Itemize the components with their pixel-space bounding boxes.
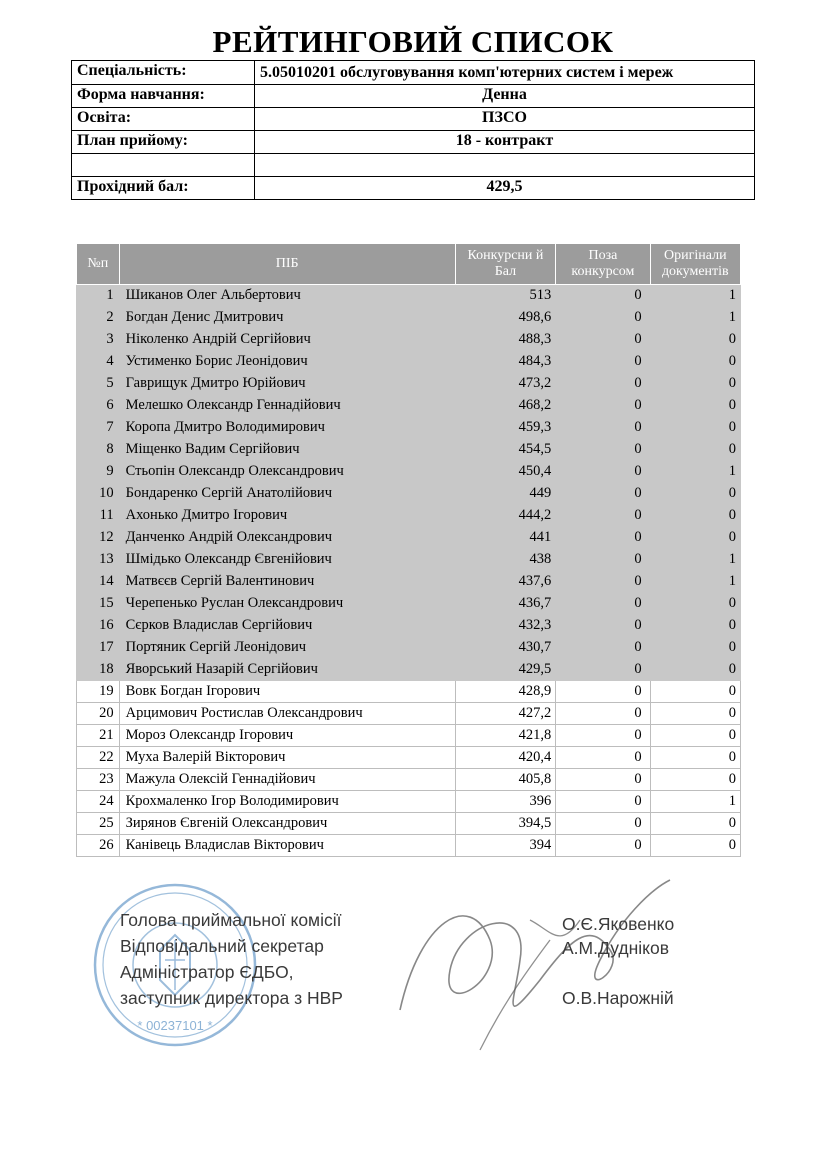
header-name: ПІБ xyxy=(119,244,455,285)
table-body xyxy=(77,285,741,857)
cell-number: 21 xyxy=(77,725,120,747)
cell-out-of-competition: 0 xyxy=(556,681,650,703)
specialty-row xyxy=(72,61,755,85)
cell-score: 473,2 xyxy=(455,373,556,395)
cell-number: 20 xyxy=(77,703,120,725)
cell-originals: 0 xyxy=(650,395,740,417)
cell-name: Зирянов Євгеній Олександрович xyxy=(119,813,455,835)
cell-originals: 0 xyxy=(650,747,740,769)
cell-name: Матвєєв Сергій Валентинович xyxy=(119,571,455,593)
signatory-role-3b: заступник директора з НВР xyxy=(120,988,343,1008)
cell-originals: 0 xyxy=(650,417,740,439)
cell-out-of-competition: 0 xyxy=(556,769,650,791)
table-row xyxy=(77,571,741,593)
header-out-of-competition: Поза конкурсом xyxy=(556,244,650,285)
table-row xyxy=(77,769,741,791)
cell-out-of-competition: 0 xyxy=(556,483,650,505)
passing-label: Прохідний бал: xyxy=(72,177,255,200)
cell-number: 13 xyxy=(77,549,120,571)
cell-originals: 1 xyxy=(650,791,740,813)
cell-name: Данченко Андрій Олександрович xyxy=(119,527,455,549)
table-row xyxy=(77,681,741,703)
cell-number: 9 xyxy=(77,461,120,483)
cell-name: Крохмаленко Ігор Володимирович xyxy=(119,791,455,813)
form-label: Форма навчання: xyxy=(72,85,255,108)
cell-out-of-competition: 0 xyxy=(556,549,650,571)
cell-out-of-competition: 0 xyxy=(556,285,650,307)
cell-name: Мажула Олексій Геннадійович xyxy=(119,769,455,791)
cell-originals: 0 xyxy=(650,593,740,615)
cell-number: 18 xyxy=(77,659,120,681)
table-row xyxy=(77,483,741,505)
table-row xyxy=(77,439,741,461)
education-row xyxy=(72,108,755,131)
cell-score: 513 xyxy=(455,285,556,307)
cell-number: 15 xyxy=(77,593,120,615)
cell-score: 484,3 xyxy=(455,351,556,373)
cell-name: Мороз Олександр Ігорович xyxy=(119,725,455,747)
cell-out-of-competition: 0 xyxy=(556,505,650,527)
cell-originals: 1 xyxy=(650,285,740,307)
cell-number: 22 xyxy=(77,747,120,769)
cell-originals: 0 xyxy=(650,813,740,835)
cell-number: 19 xyxy=(77,681,120,703)
cell-name: Стьопін Олександр Олександрович xyxy=(119,461,455,483)
table-row xyxy=(77,373,741,395)
signatory-name-1: О.Є.Яковенко xyxy=(562,914,675,934)
cell-name: Канівець Владислав Вікторович xyxy=(119,835,455,857)
table-row xyxy=(77,813,741,835)
cell-name: Портяник Сергій Леонідович xyxy=(119,637,455,659)
cell-number: 14 xyxy=(77,571,120,593)
cell-number: 12 xyxy=(77,527,120,549)
table-row xyxy=(77,307,741,329)
cell-name: Гаврищук Дмитро Юрійович xyxy=(119,373,455,395)
cell-name: Ніколенко Андрій Сергійович xyxy=(119,329,455,351)
info-table xyxy=(71,60,755,200)
header-number: №п xyxy=(77,244,120,285)
cell-name: Бондаренко Сергій Анатолійович xyxy=(119,483,455,505)
cell-name: Міщенко Вадим Сергійович xyxy=(119,439,455,461)
header-score: Конкурсни й Бал xyxy=(455,244,556,285)
cell-number: 25 xyxy=(77,813,120,835)
cell-number: 3 xyxy=(77,329,120,351)
cell-name: Черепенько Руслан Олександрович xyxy=(119,593,455,615)
cell-name: Богдан Денис Дмитрович xyxy=(119,307,455,329)
cell-originals: 0 xyxy=(650,725,740,747)
signatory-name-3: О.В.Нарожній xyxy=(562,988,674,1008)
cell-out-of-competition: 0 xyxy=(556,571,650,593)
cell-name: Шиканов Олег Альбертович xyxy=(119,285,455,307)
cell-originals: 0 xyxy=(650,615,740,637)
table-row xyxy=(77,351,741,373)
table-row xyxy=(77,835,741,857)
cell-number: 5 xyxy=(77,373,120,395)
cell-number: 23 xyxy=(77,769,120,791)
table-row xyxy=(77,527,741,549)
cell-out-of-competition: 0 xyxy=(556,637,650,659)
plan-label: План прийому: xyxy=(72,131,255,154)
table-header-row xyxy=(77,244,741,285)
cell-number: 16 xyxy=(77,615,120,637)
cell-score: 394,5 xyxy=(455,813,556,835)
table-row xyxy=(77,549,741,571)
cell-name: Арцимович Ростислав Олександрович xyxy=(119,703,455,725)
cell-originals: 0 xyxy=(650,769,740,791)
cell-score: 437,6 xyxy=(455,571,556,593)
cell-score: 405,8 xyxy=(455,769,556,791)
cell-name: Сєрков Владислав Сергійович xyxy=(119,615,455,637)
cell-originals: 0 xyxy=(650,439,740,461)
signatory-role-1: Голова приймальної комісії xyxy=(120,910,342,930)
cell-name: Ахонько Дмитро Ігорович xyxy=(119,505,455,527)
table-row xyxy=(77,703,741,725)
cell-out-of-competition: 0 xyxy=(556,527,650,549)
table-row xyxy=(77,285,741,307)
cell-out-of-competition: 0 xyxy=(556,307,650,329)
cell-score: 394 xyxy=(455,835,556,857)
cell-out-of-competition: 0 xyxy=(556,659,650,681)
cell-score: 420,4 xyxy=(455,747,556,769)
header-originals: Оригінали документів xyxy=(650,244,740,285)
education-value: ПЗСО xyxy=(255,108,755,131)
cell-out-of-competition: 0 xyxy=(556,703,650,725)
rating-table xyxy=(76,243,741,857)
cell-originals: 0 xyxy=(650,351,740,373)
cell-score: 396 xyxy=(455,791,556,813)
table-row xyxy=(77,637,741,659)
cell-number: 8 xyxy=(77,439,120,461)
table-row xyxy=(77,593,741,615)
cell-score: 427,2 xyxy=(455,703,556,725)
form-row xyxy=(72,85,755,108)
cell-score: 432,3 xyxy=(455,615,556,637)
cell-originals: 1 xyxy=(650,549,740,571)
cell-name: Устименко Борис Леонідович xyxy=(119,351,455,373)
table-row xyxy=(77,417,741,439)
table-row xyxy=(77,395,741,417)
signatory-role-2: Відповідальний секретар xyxy=(120,936,324,956)
empty-label xyxy=(72,154,255,177)
cell-originals: 1 xyxy=(650,461,740,483)
cell-out-of-competition: 0 xyxy=(556,747,650,769)
cell-score: 488,3 xyxy=(455,329,556,351)
cell-number: 7 xyxy=(77,417,120,439)
plan-row xyxy=(72,131,755,154)
cell-score: 449 xyxy=(455,483,556,505)
table-row xyxy=(77,747,741,769)
cell-number: 2 xyxy=(77,307,120,329)
signatory-role-3a: Адміністратор ЄДБО, xyxy=(120,962,294,982)
cell-originals: 0 xyxy=(650,703,740,725)
cell-number: 26 xyxy=(77,835,120,857)
cell-originals: 0 xyxy=(650,681,740,703)
cell-out-of-competition: 0 xyxy=(556,835,650,857)
cell-out-of-competition: 0 xyxy=(556,813,650,835)
cell-number: 4 xyxy=(77,351,120,373)
cell-score: 429,5 xyxy=(455,659,556,681)
cell-out-of-competition: 0 xyxy=(556,373,650,395)
cell-score: 436,7 xyxy=(455,593,556,615)
cell-name: Шмідько Олександр Євгенійович xyxy=(119,549,455,571)
empty-row xyxy=(72,154,755,177)
cell-score: 468,2 xyxy=(455,395,556,417)
cell-score: 421,8 xyxy=(455,725,556,747)
plan-value: 18 - контракт xyxy=(255,131,755,154)
cell-out-of-competition: 0 xyxy=(556,417,650,439)
handwritten-signature xyxy=(380,860,680,1070)
table-row xyxy=(77,461,741,483)
cell-score: 428,9 xyxy=(455,681,556,703)
cell-number: 24 xyxy=(77,791,120,813)
cell-number: 1 xyxy=(77,285,120,307)
cell-number: 6 xyxy=(77,395,120,417)
passing-value: 429,5 xyxy=(255,177,755,200)
cell-out-of-competition: 0 xyxy=(556,439,650,461)
specialty-value: 5.05010201 обслуговування комп'ютерних систем і мереж xyxy=(255,61,755,85)
cell-name: Муха Валерій Вікторович xyxy=(119,747,455,769)
cell-originals: 1 xyxy=(650,571,740,593)
form-value: Денна xyxy=(255,85,755,108)
table-row xyxy=(77,505,741,527)
table-row xyxy=(77,659,741,681)
signatory-name-2: А.М.Дудніков xyxy=(562,938,670,958)
cell-originals: 1 xyxy=(650,307,740,329)
cell-originals: 0 xyxy=(650,329,740,351)
cell-out-of-competition: 0 xyxy=(556,329,650,351)
cell-originals: 0 xyxy=(650,505,740,527)
cell-score: 459,3 xyxy=(455,417,556,439)
cell-originals: 0 xyxy=(650,835,740,857)
cell-number: 10 xyxy=(77,483,120,505)
cell-originals: 0 xyxy=(650,483,740,505)
cell-out-of-competition: 0 xyxy=(556,725,650,747)
cell-score: 454,5 xyxy=(455,439,556,461)
cell-score: 430,7 xyxy=(455,637,556,659)
table-row xyxy=(77,615,741,637)
specialty-label: Спеціальність: xyxy=(72,61,255,85)
cell-originals: 0 xyxy=(650,373,740,395)
cell-out-of-competition: 0 xyxy=(556,593,650,615)
document-title: РЕЙТИНГОВИЙ СПИСОК xyxy=(212,24,614,59)
table-row xyxy=(77,725,741,747)
cell-score: 498,6 xyxy=(455,307,556,329)
table-row xyxy=(77,329,741,351)
cell-out-of-competition: 0 xyxy=(556,791,650,813)
stamp-number: * 00237101 * xyxy=(137,1018,213,1033)
cell-score: 450,4 xyxy=(455,461,556,483)
education-label: Освіта: xyxy=(72,108,255,131)
cell-out-of-competition: 0 xyxy=(556,615,650,637)
cell-out-of-competition: 0 xyxy=(556,395,650,417)
cell-out-of-competition: 0 xyxy=(556,351,650,373)
cell-score: 441 xyxy=(455,527,556,549)
cell-name: Вовк Богдан Ігорович xyxy=(119,681,455,703)
cell-name: Яворський Назарій Сергійович xyxy=(119,659,455,681)
cell-number: 11 xyxy=(77,505,120,527)
table-row xyxy=(77,791,741,813)
cell-originals: 0 xyxy=(650,637,740,659)
cell-name: Мелешко Олександр Геннадійович xyxy=(119,395,455,417)
cell-originals: 0 xyxy=(650,659,740,681)
cell-score: 438 xyxy=(455,549,556,571)
cell-number: 17 xyxy=(77,637,120,659)
cell-score: 444,2 xyxy=(455,505,556,527)
cell-name: Коропа Дмитро Володимирович xyxy=(119,417,455,439)
cell-originals: 0 xyxy=(650,527,740,549)
passing-row xyxy=(72,177,755,200)
cell-out-of-competition: 0 xyxy=(556,461,650,483)
empty-value xyxy=(255,154,755,177)
